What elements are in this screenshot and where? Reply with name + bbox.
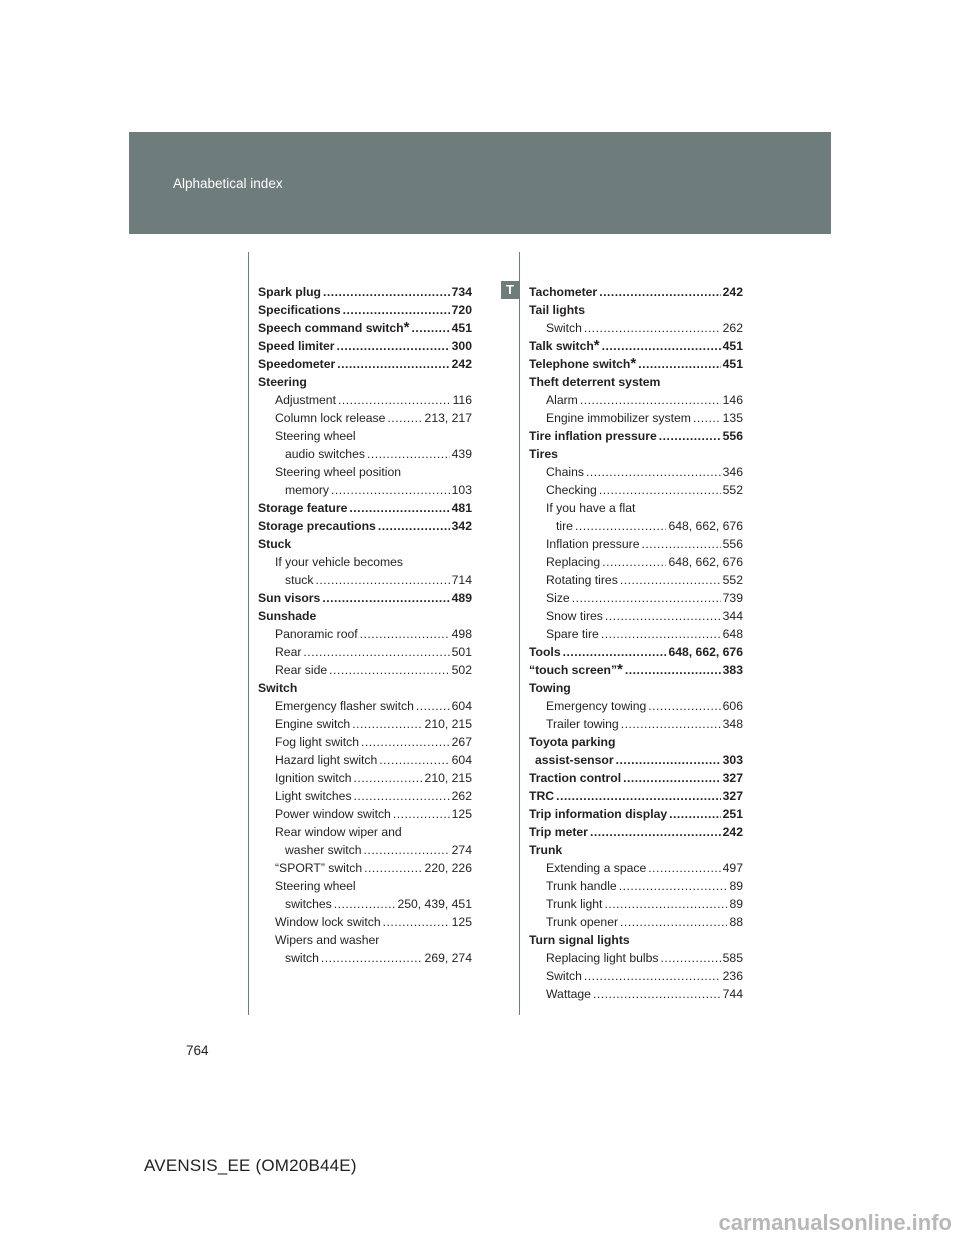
index-page-ref: 103 bbox=[451, 483, 472, 497]
index-entry bbox=[258, 895, 472, 913]
document-code: AVENSIS_EE (OM20B44E) bbox=[144, 1156, 357, 1175]
dot-leader bbox=[411, 319, 449, 337]
index-entry bbox=[529, 301, 743, 319]
index-term: Trunk light bbox=[546, 897, 603, 911]
index-entry bbox=[529, 589, 743, 607]
index-page-ref: 135 bbox=[722, 411, 743, 425]
dot-leader bbox=[334, 895, 396, 913]
index-page-ref: 242 bbox=[722, 825, 743, 839]
index-term: Steering wheel bbox=[275, 429, 356, 443]
index-entry bbox=[529, 445, 743, 463]
index-page-ref: 739 bbox=[722, 591, 743, 605]
index-term: “SPORT” switch bbox=[275, 861, 363, 875]
index-page-ref: 269, 274 bbox=[424, 951, 472, 965]
dot-leader bbox=[354, 787, 450, 805]
index-term: Replacing bbox=[546, 555, 601, 569]
index-term: Speedometer bbox=[258, 357, 336, 371]
index-entry bbox=[529, 679, 743, 697]
index-page-ref: 303 bbox=[722, 753, 743, 767]
index-entry bbox=[258, 949, 472, 967]
index-page-ref: 251 bbox=[722, 807, 743, 821]
index-term: assist-sensor bbox=[535, 753, 614, 767]
index-entry: Telephone switch * ..... 451 bbox=[529, 355, 743, 373]
index-page-ref: 648, 662, 676 bbox=[668, 519, 743, 533]
dot-leader bbox=[331, 481, 450, 499]
index-term: Speech command switch bbox=[258, 321, 404, 335]
index-term: TRC bbox=[529, 789, 555, 803]
index-page-ref: 88 bbox=[729, 915, 743, 929]
index-term: Spark plug bbox=[258, 285, 321, 299]
dot-leader bbox=[625, 661, 721, 679]
index-entry bbox=[258, 697, 472, 715]
dot-leader bbox=[620, 571, 721, 589]
index-term: Theft deterrent system bbox=[529, 375, 661, 389]
index-term: Extending a space bbox=[546, 861, 647, 875]
dot-leader bbox=[602, 337, 721, 355]
index-term: stuck bbox=[285, 573, 314, 587]
index-entry bbox=[258, 859, 472, 877]
index-entry bbox=[258, 391, 472, 409]
index-term: Tail lights bbox=[529, 303, 585, 317]
section-title: Alphabetical index bbox=[173, 176, 283, 191]
dot-leader bbox=[580, 391, 721, 409]
index-entry bbox=[258, 589, 472, 607]
index-page-ref: 556 bbox=[722, 429, 743, 443]
dot-leader bbox=[343, 301, 450, 319]
index-entry bbox=[529, 733, 743, 751]
watermark: carmanualsonline.info bbox=[718, 1210, 952, 1235]
index-page-ref: 481 bbox=[451, 501, 472, 515]
index-term: Spare tire bbox=[546, 627, 599, 641]
dot-leader bbox=[601, 625, 721, 643]
dot-leader bbox=[593, 985, 721, 1003]
index-entry bbox=[258, 535, 472, 553]
dot-leader bbox=[669, 805, 721, 823]
dot-leader bbox=[599, 283, 720, 301]
index-entry bbox=[258, 787, 472, 805]
index-term: Tachometer bbox=[529, 285, 598, 299]
index-term: tire bbox=[556, 519, 573, 533]
index-term: washer switch bbox=[285, 843, 362, 857]
index-page-ref: 604 bbox=[451, 753, 472, 767]
index-entry bbox=[529, 697, 743, 715]
index-page-ref: 648, 662, 676 bbox=[668, 645, 743, 659]
dot-leader bbox=[619, 877, 728, 895]
index-page-ref: 267 bbox=[451, 735, 472, 749]
index-term: Switch bbox=[258, 681, 298, 695]
index-page-ref: 552 bbox=[722, 483, 743, 497]
index-term: audio switches bbox=[285, 447, 365, 461]
index-entry bbox=[258, 607, 472, 625]
dot-leader bbox=[584, 967, 721, 985]
index-term: Storage feature bbox=[258, 501, 348, 515]
index-term: Snow tires bbox=[546, 609, 603, 623]
index-entry bbox=[258, 481, 472, 499]
index-term: Inflation pressure bbox=[546, 537, 640, 551]
index-term: Power window switch bbox=[275, 807, 391, 821]
index-column-left bbox=[258, 283, 472, 967]
index-page-ref: 242 bbox=[451, 357, 472, 371]
index-page-ref: 383 bbox=[722, 663, 743, 677]
index-term: Trunk bbox=[529, 843, 563, 857]
dot-leader bbox=[590, 823, 721, 841]
index-entry bbox=[258, 301, 472, 319]
index-page-ref: 451 bbox=[722, 357, 743, 371]
index-page-ref: 342 bbox=[451, 519, 472, 533]
index-entry bbox=[258, 715, 472, 733]
dot-leader bbox=[638, 355, 720, 373]
index-entry bbox=[529, 967, 743, 985]
index-page-ref: 489 bbox=[451, 591, 472, 605]
index-page-ref: 744 bbox=[722, 987, 743, 1001]
dot-leader bbox=[349, 499, 449, 517]
dot-leader bbox=[642, 535, 721, 553]
index-term: Stuck bbox=[258, 537, 292, 551]
index-term: Speed limiter bbox=[258, 339, 335, 353]
index-entry bbox=[529, 913, 743, 931]
dot-leader bbox=[621, 715, 721, 733]
index-entry bbox=[258, 445, 472, 463]
index-term: Emergency towing bbox=[546, 699, 647, 713]
dot-leader bbox=[360, 625, 450, 643]
dot-leader bbox=[361, 733, 450, 751]
index-entry bbox=[258, 841, 472, 859]
index-term: Turn signal lights bbox=[529, 933, 630, 947]
index-entry bbox=[258, 571, 472, 589]
dot-leader bbox=[693, 409, 721, 427]
index-entry bbox=[529, 427, 743, 445]
index-entry bbox=[529, 535, 743, 553]
index-term: Sun visors bbox=[258, 591, 321, 605]
index-page-ref: 648, 662, 676 bbox=[668, 555, 743, 569]
index-term: Trip information display bbox=[529, 807, 668, 821]
index-page-ref: 89 bbox=[729, 897, 743, 911]
index-entry bbox=[529, 319, 743, 337]
index-entry bbox=[258, 751, 472, 769]
index-entry bbox=[258, 913, 472, 931]
header-bar bbox=[129, 132, 831, 234]
index-term: Trailer towing bbox=[546, 717, 619, 731]
index-entry bbox=[529, 931, 743, 949]
index-term: Rear side bbox=[275, 663, 328, 677]
index-entry bbox=[258, 931, 472, 949]
index-page-ref: 116 bbox=[452, 393, 472, 407]
dot-leader bbox=[602, 553, 666, 571]
index-entry bbox=[258, 805, 472, 823]
index-entry bbox=[529, 949, 743, 967]
index-term: Engine switch bbox=[275, 717, 351, 731]
index-term: Steering wheel position bbox=[275, 465, 402, 479]
index-term: Rear window wiper and bbox=[275, 825, 402, 839]
index-term: Size bbox=[546, 591, 570, 605]
index-entry bbox=[529, 859, 743, 877]
index-page-ref: 552 bbox=[722, 573, 743, 587]
index-page-ref: 502 bbox=[451, 663, 472, 677]
dot-leader bbox=[648, 697, 720, 715]
index-page-ref: 648 bbox=[722, 627, 743, 641]
index-entry bbox=[529, 481, 743, 499]
index-page-ref: 213, 217 bbox=[424, 411, 472, 425]
dot-leader bbox=[337, 337, 450, 355]
index-term: Panoramic roof bbox=[275, 627, 358, 641]
dot-leader bbox=[367, 445, 450, 463]
index-page-ref: 556 bbox=[722, 537, 743, 551]
index-page-ref: 344 bbox=[722, 609, 743, 623]
index-page-ref: 262 bbox=[451, 789, 472, 803]
index-term: Switch bbox=[546, 321, 582, 335]
dot-leader bbox=[416, 697, 450, 715]
index-term: Engine immobilizer system bbox=[546, 411, 691, 425]
index-entry bbox=[529, 895, 743, 913]
dot-leader bbox=[586, 463, 721, 481]
index-term: Fog light switch bbox=[275, 735, 359, 749]
index-entry bbox=[258, 679, 472, 697]
dot-leader bbox=[620, 913, 727, 931]
index-entry bbox=[258, 769, 472, 787]
index-term: Light switches bbox=[275, 789, 352, 803]
index-term: Toyota parking bbox=[529, 735, 616, 749]
index-entry bbox=[529, 751, 743, 769]
dot-leader bbox=[303, 643, 449, 661]
index-entry: Talk switch * ..... 451 bbox=[529, 337, 743, 355]
index-entry bbox=[258, 517, 472, 535]
left-column-rule bbox=[248, 252, 249, 1015]
index-entry bbox=[258, 499, 472, 517]
dot-leader bbox=[584, 319, 721, 337]
index-page-ref: 498 bbox=[451, 627, 472, 641]
index-page-ref: 497 bbox=[722, 861, 743, 875]
index-term: Towing bbox=[529, 681, 571, 695]
index-term: Replacing light bulbs bbox=[546, 951, 659, 965]
index-page-ref: 236 bbox=[722, 969, 743, 983]
index-entry bbox=[529, 805, 743, 823]
dot-leader bbox=[659, 427, 721, 445]
index-term: Hazard light switch bbox=[275, 753, 378, 767]
index-entry bbox=[529, 715, 743, 733]
index-term: Checking bbox=[546, 483, 597, 497]
dot-leader bbox=[354, 769, 423, 787]
index-page-ref: 220, 226 bbox=[424, 861, 472, 875]
dot-leader bbox=[364, 841, 450, 859]
dot-leader bbox=[556, 787, 721, 805]
index-term: Steering bbox=[258, 375, 307, 389]
dot-leader bbox=[383, 913, 450, 931]
index-entry bbox=[529, 625, 743, 643]
dot-leader bbox=[338, 391, 451, 409]
index-term: “touch screen” bbox=[529, 663, 618, 677]
index-term: switch bbox=[285, 951, 319, 965]
index-term: Alarm bbox=[546, 393, 578, 407]
index-entry bbox=[258, 463, 472, 481]
index-page-ref: 89 bbox=[729, 879, 743, 893]
index-entry bbox=[258, 337, 472, 355]
dot-leader bbox=[605, 607, 721, 625]
index-entry bbox=[529, 841, 743, 859]
index-page-ref: 346 bbox=[722, 465, 743, 479]
index-term: Specifications bbox=[258, 303, 341, 317]
index-entry bbox=[258, 283, 472, 301]
index-term: Tires bbox=[529, 447, 558, 461]
index-term: Rotating tires bbox=[546, 573, 618, 587]
index-term: Emergency flasher switch bbox=[275, 699, 414, 713]
index-term: Tire inflation pressure bbox=[529, 429, 657, 443]
index-term: Trunk opener bbox=[546, 915, 619, 929]
index-term: Chains bbox=[546, 465, 584, 479]
dot-leader bbox=[379, 751, 449, 769]
section-letter-tab: T bbox=[501, 281, 519, 299]
index-page-ref: 146 bbox=[722, 393, 743, 407]
index-entry bbox=[529, 499, 743, 517]
index-entry bbox=[258, 427, 472, 445]
index-term: Column lock release bbox=[275, 411, 386, 425]
index-entry bbox=[529, 607, 743, 625]
dot-leader bbox=[378, 517, 450, 535]
index-term: Steering wheel bbox=[275, 879, 356, 893]
index-term: Telephone switch bbox=[529, 357, 631, 371]
index-entry bbox=[529, 517, 743, 535]
index-entry bbox=[258, 823, 472, 841]
dot-leader bbox=[315, 571, 449, 589]
index-term: Storage precautions bbox=[258, 519, 376, 533]
index-page-ref: 250, 439, 451 bbox=[397, 897, 472, 911]
index-entry bbox=[529, 571, 743, 589]
index-term: Sunshade bbox=[258, 609, 317, 623]
index-term: Wattage bbox=[546, 987, 591, 1001]
index-term: If you have a flat bbox=[546, 501, 636, 515]
index-term: Rear bbox=[275, 645, 302, 659]
index-entry bbox=[258, 355, 472, 373]
index-page-ref: 210, 215 bbox=[424, 771, 472, 785]
index-column-right bbox=[529, 283, 743, 1003]
index-page-ref: 262 bbox=[722, 321, 743, 335]
index-page-ref: 242 bbox=[722, 285, 743, 299]
index-page-ref: 451 bbox=[451, 321, 472, 335]
dot-leader bbox=[616, 751, 721, 769]
index-entry bbox=[529, 823, 743, 841]
index-page-ref: 604 bbox=[451, 699, 472, 713]
index-entry bbox=[529, 769, 743, 787]
index-term: If your vehicle becomes bbox=[275, 555, 404, 569]
index-page-ref: 714 bbox=[451, 573, 472, 587]
index-term: Trunk handle bbox=[546, 879, 617, 893]
index-page-ref: 125 bbox=[451, 807, 472, 821]
index-entry bbox=[529, 985, 743, 1003]
dot-leader bbox=[393, 805, 450, 823]
index-page-ref: 720 bbox=[451, 303, 472, 317]
dot-leader bbox=[329, 661, 449, 679]
index-entry bbox=[258, 877, 472, 895]
index-page-ref: 300 bbox=[451, 339, 472, 353]
dot-leader bbox=[648, 859, 720, 877]
index-term: Talk switch bbox=[529, 339, 594, 353]
index-term: Traction control bbox=[529, 771, 622, 785]
index-entry bbox=[529, 409, 743, 427]
index-entry bbox=[258, 661, 472, 679]
index-term: Trip meter bbox=[529, 825, 588, 839]
index-page-ref: 501 bbox=[451, 645, 472, 659]
index-term: Switch bbox=[546, 969, 582, 983]
index-page-ref: 585 bbox=[722, 951, 743, 965]
index-page-ref: 274 bbox=[451, 843, 472, 857]
index-entry bbox=[529, 391, 743, 409]
index-entry bbox=[258, 553, 472, 571]
dot-leader bbox=[599, 481, 721, 499]
index-entry bbox=[529, 373, 743, 391]
dot-leader bbox=[623, 769, 721, 787]
index-entry bbox=[529, 643, 743, 661]
index-page-ref: 734 bbox=[451, 285, 472, 299]
index-page-ref: 348 bbox=[722, 717, 743, 731]
index-entry bbox=[258, 643, 472, 661]
index-term: Window lock switch bbox=[275, 915, 381, 929]
index-entry bbox=[258, 409, 472, 427]
index-page-ref: 439 bbox=[451, 447, 472, 461]
dot-leader bbox=[323, 283, 450, 301]
right-column-rule bbox=[519, 252, 520, 1015]
index-term: Ignition switch bbox=[275, 771, 352, 785]
dot-leader bbox=[604, 895, 727, 913]
index-page-ref: 451 bbox=[722, 339, 743, 353]
index-term: switches bbox=[285, 897, 332, 911]
index-page-ref: 606 bbox=[722, 699, 743, 713]
index-entry bbox=[529, 283, 743, 301]
index-term: Adjustment bbox=[275, 393, 336, 407]
dot-leader bbox=[563, 643, 667, 661]
index-entry: “touch screen” * ..... 383 bbox=[529, 661, 743, 679]
dot-leader bbox=[387, 409, 422, 427]
index-term: Wipers and washer bbox=[275, 933, 380, 947]
index-entry bbox=[258, 625, 472, 643]
index-entry bbox=[529, 877, 743, 895]
dot-leader bbox=[572, 589, 721, 607]
dot-leader bbox=[321, 949, 423, 967]
index-entry bbox=[529, 787, 743, 805]
dot-leader bbox=[364, 859, 422, 877]
index-entry bbox=[258, 733, 472, 751]
page-number: 764 bbox=[186, 1043, 209, 1058]
index-entry bbox=[258, 373, 472, 391]
index-page-ref: 327 bbox=[722, 789, 743, 803]
index-page-ref: 327 bbox=[722, 771, 743, 785]
index-page-ref: 125 bbox=[451, 915, 472, 929]
index-page-ref: 210, 215 bbox=[424, 717, 472, 731]
dot-leader bbox=[575, 517, 667, 535]
index-entry bbox=[529, 553, 743, 571]
dot-leader bbox=[352, 715, 422, 733]
index-entry: Speech command switch * ..... 451 bbox=[258, 319, 472, 337]
index-term: Tools bbox=[529, 645, 561, 659]
index-term: memory bbox=[285, 483, 330, 497]
dot-leader bbox=[337, 355, 449, 373]
dot-leader bbox=[660, 949, 720, 967]
dot-leader bbox=[322, 589, 449, 607]
index-entry bbox=[529, 463, 743, 481]
